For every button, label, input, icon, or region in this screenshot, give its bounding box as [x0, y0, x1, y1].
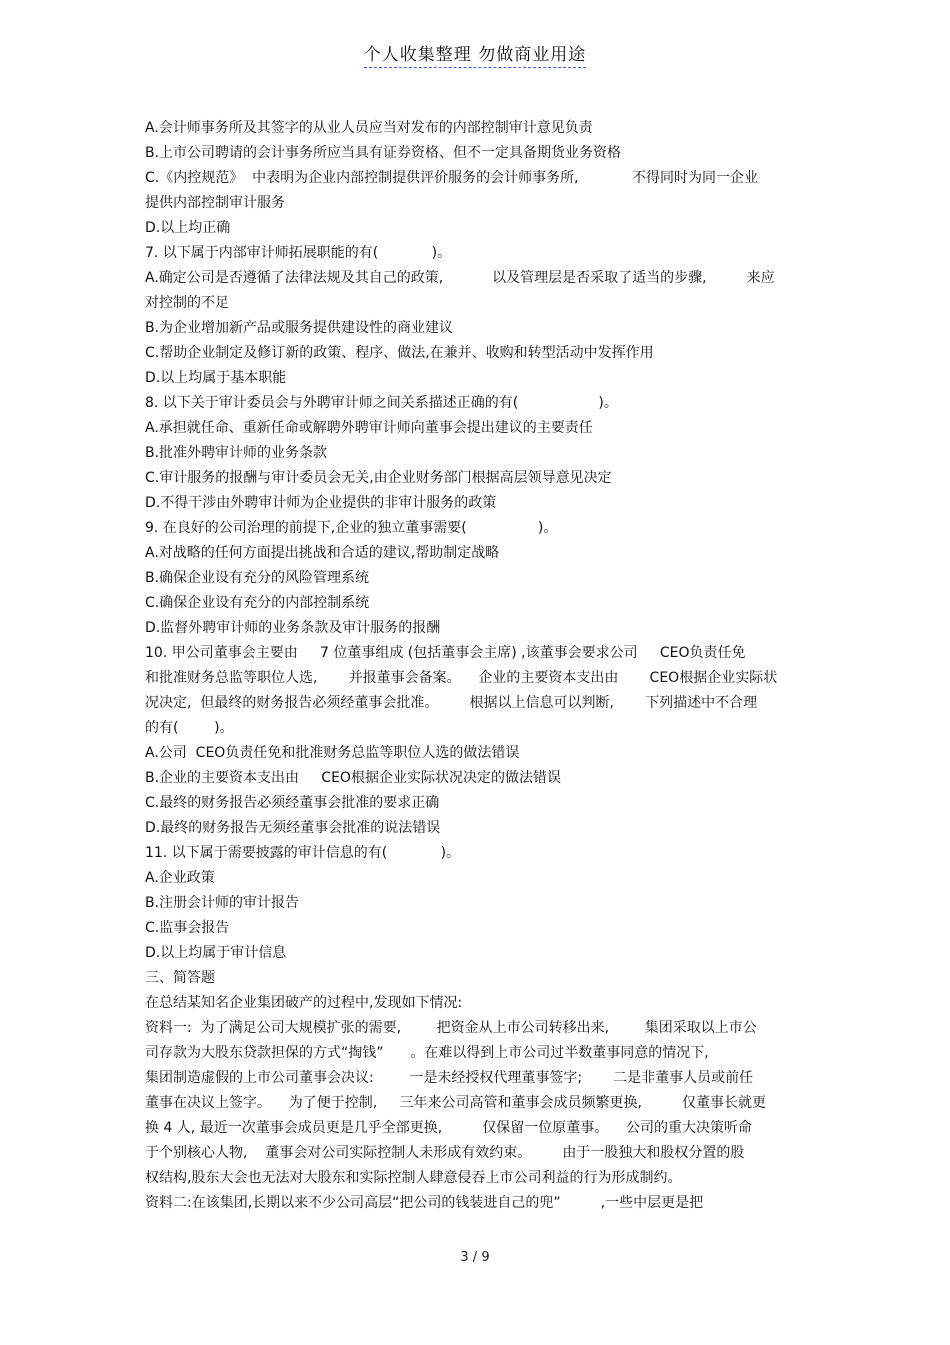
- text-line: 10. 甲公司董事会主要由 7 位董事组成 (包括董事会主席) ,该董事会要求公司 CEO负责任免: [145, 645, 746, 661]
- text-line: A.公司 CEO负责任免和批准财务总监等职位人选的做法错误: [145, 745, 520, 761]
- text-line: D.以上均正确: [145, 220, 231, 236]
- text-line: A.对战略的任何方面提出挑战和合适的建议,帮助制定战略: [145, 545, 500, 561]
- text-line: C.确保企业设有充分的内部控制系统: [145, 595, 370, 611]
- text-line: 8. 以下关于审计委员会与外聘审计师之间关系描述正确的有( )。: [145, 395, 618, 411]
- text-line: A.承担就任命、重新任命或解聘外聘审计师向董事会提出建议的主要责任: [145, 420, 593, 436]
- text-line: 提供内部控制审计服务: [145, 195, 285, 211]
- text-line: 董事在决议上签字。 为了便于控制, 三年来公司高管和董事会成员频繁更换, 仅董事长就更: [145, 1095, 767, 1111]
- text-line: C.最终的财务报告必须经董事会批准的要求正确: [145, 795, 440, 811]
- text-line: B.注册会计师的审计报告: [145, 895, 300, 911]
- text-line: D.最终的财务报告无须经董事会批准的说法错误: [145, 820, 441, 836]
- text-line: 换 4 人, 最近一次董事会成员更是几乎全部更换, 仅保留一位原董事。 公司的重大决策听命: [145, 1120, 753, 1136]
- text-line: 7. 以下属于内部审计师拓展职能的有( )。: [145, 245, 452, 261]
- text-line: C.《内控规范》 中表明为企业内部控制提供评价服务的会计师事务所, 不得同时为同一企业: [145, 170, 758, 186]
- text-line: A.企业政策: [145, 870, 215, 886]
- text-line: B.批准外聘审计师的业务条款: [145, 445, 328, 461]
- page-header: [0, 40, 950, 68]
- text-line: A.确定公司是否遵循了法律法规及其自己的政策, 以及管理层是否采取了适当的步骤, 来应: [145, 270, 775, 286]
- text-line: 9. 在良好的公司治理的前提下,企业的独立董事需要( )。: [145, 520, 558, 536]
- text-line: 资料一: 为了满足公司大规模扩张的需要, 把资金从上市公司转移出来, 集团采取以上市公: [145, 1020, 757, 1036]
- page-number: 3 / 9: [460, 1250, 490, 1265]
- text-line: A.会计师事务所及其签字的从业人员应当对发布的内部控制审计意见负责: [145, 120, 593, 136]
- text-line: 况决定, 但最终的财务报告必须经董事会批准。 根据以上信息可以判断, 下列描述中不合理: [145, 695, 758, 711]
- text-line: B.上市公司聘请的会计事务所应当具有证券资格、但不一定具备期货业务资格: [145, 145, 622, 161]
- text-line: 权结构,股东大会也无法对大股东和实际控制人肆意侵吞上市公司利益的行为形成制约。: [145, 1170, 682, 1186]
- text-line: C.审计服务的报酬与审计委员会无关,由企业财务部门根据高层领导意见决定: [145, 470, 612, 486]
- header-title: 个人收集整理 勿做商业用途: [364, 40, 586, 68]
- document-body: [145, 116, 805, 1216]
- text-line: 11. 以下属于需要披露的审计信息的有( )。: [145, 845, 461, 861]
- text-line: 和批准财务总监等职位人选, 并报董事会备案。 企业的主要资本支出由 CEO根据企业实际状: [145, 670, 778, 686]
- text-line: 司存款为大股东贷款担保的方式“掏钱” 。在难以得到上市公司过半数董事同意的情况下,: [145, 1045, 709, 1061]
- text-line: D.以上均属于审计信息: [145, 945, 287, 961]
- text-line: 资料二:在该集团,长期以来不少公司高层“把公司的钱装进自己的兜” ,一些中层更是把: [145, 1195, 704, 1211]
- text-line: 在总结某知名企业集团破产的过程中,发现如下情况:: [145, 995, 463, 1011]
- text-line: 三、简答题: [145, 970, 215, 986]
- text-line: C.监事会报告: [145, 920, 230, 936]
- text-line: 对控制的不足: [145, 295, 229, 311]
- text-line: 集团制造虚假的上市公司董事会决议: 一是未经授权代理董事签字; 二是非董事人员或前任: [145, 1070, 754, 1086]
- text-line: 的有( )。: [145, 720, 234, 736]
- text-line: 于个别核心人物, 董事会对公司实际控制人未形成有效约束。 由于一股独大和股权分置的股: [145, 1145, 745, 1161]
- text-line: B.为企业增加新产品或服务提供建设性的商业建议: [145, 320, 454, 336]
- text-line: D.监督外聘审计师的业务条款及审计服务的报酬: [145, 620, 441, 636]
- text-line: C.帮助企业制定及修订新的政策、程序、做法,在兼并、收购和转型活动中发挥作用: [145, 345, 654, 361]
- text-line: D.不得干涉由外聘审计师为企业提供的非审计服务的政策: [145, 495, 497, 511]
- text-line: B.企业的主要资本支出由 CEO根据企业实际状况决定的做法错误: [145, 770, 561, 786]
- text-line: D.以上均属于基本职能: [145, 370, 287, 386]
- text-line: B.确保企业设有充分的风险管理系统: [145, 570, 370, 586]
